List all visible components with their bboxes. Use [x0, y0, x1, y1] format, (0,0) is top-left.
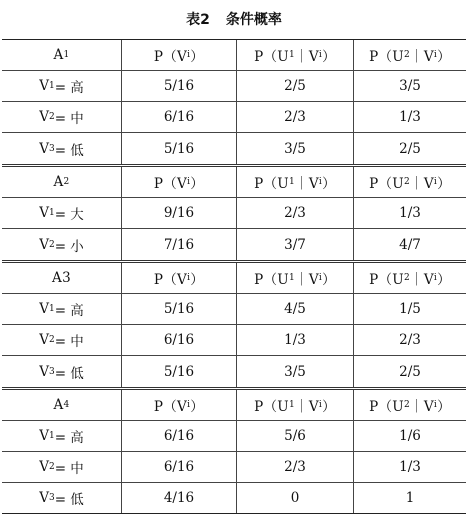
cell-text: A	[53, 397, 64, 413]
header-cell: A 1	[2, 40, 122, 70]
conditional-probability-table	[2, 39, 466, 514]
cell-text: V	[39, 363, 49, 380]
value-cell	[237, 198, 354, 228]
table-row	[2, 198, 466, 229]
header-cell: P（U 1 ｜V i ）	[237, 390, 354, 420]
value-cell	[354, 133, 466, 164]
cell-value: 3/5	[399, 78, 421, 94]
cell-value: 2/3	[284, 109, 306, 125]
header-row	[2, 167, 466, 198]
cell-text: = 高	[54, 303, 84, 319]
row-label-cell: V 3 = 低	[2, 356, 122, 387]
cell-value: 3/7	[284, 236, 306, 253]
cell-text: = 低	[54, 365, 84, 382]
value-cell	[354, 229, 466, 260]
cell-value: 2/3	[284, 205, 306, 221]
cell-text: P（U	[254, 176, 289, 192]
value-cell	[122, 452, 237, 482]
cell-text: = 高	[54, 430, 84, 446]
cell-text: V	[39, 490, 49, 506]
cell-value: 6/16	[163, 332, 195, 348]
cell-text: P（U	[369, 399, 404, 415]
value-cell	[122, 421, 237, 451]
value-cell	[122, 356, 237, 387]
cell-text: ）	[437, 49, 451, 65]
cell-text: P（U	[254, 399, 289, 415]
header-row	[2, 390, 466, 421]
cell-text: = 中	[54, 111, 84, 127]
caption-text: 条件概率	[225, 12, 282, 28]
cell-text: ）	[322, 49, 336, 65]
cell-text: ｜V	[410, 399, 434, 415]
cell-value: 5/16	[163, 140, 195, 157]
header-cell: P（U 2 ｜V i ）	[354, 263, 466, 293]
value-cell	[122, 229, 237, 260]
cell-value: 1/3	[399, 459, 421, 475]
cell-value: 5/16	[163, 78, 195, 94]
value-cell	[237, 356, 354, 387]
cell-text: ｜V	[295, 49, 319, 65]
cell-text: P（V	[153, 399, 188, 415]
table-row	[2, 356, 466, 390]
table-row	[2, 483, 466, 514]
table-row	[2, 71, 466, 102]
header-cell: P（U 1 ｜V i ）	[237, 167, 354, 197]
cell-text: V	[39, 236, 49, 253]
cell-value: 4/5	[284, 301, 306, 317]
value-cell	[354, 71, 466, 101]
cell-value: 4/7	[399, 236, 421, 253]
row-label-cell: V 2 = 中	[2, 452, 122, 482]
value-cell	[122, 102, 237, 132]
cell-text: ｜V	[295, 176, 319, 192]
cell-value: 6/16	[163, 459, 195, 475]
table-row	[2, 102, 466, 133]
header-row	[2, 40, 466, 71]
header-cell: A 4	[2, 390, 122, 420]
row-label-cell: V 2 = 中	[2, 102, 122, 132]
cell-text: ）	[190, 176, 205, 192]
cell-text: ｜V	[295, 399, 319, 415]
cell-value: 2/3	[284, 459, 306, 475]
cell-text: V	[39, 459, 49, 475]
caption-label: 表2	[186, 12, 210, 28]
cell-value: 1/6	[399, 428, 421, 444]
cell-value: 6/16	[163, 109, 195, 125]
cell-value: 2/5	[284, 78, 306, 94]
value-cell	[122, 71, 237, 101]
value-cell	[237, 229, 354, 260]
row-label-cell: V 3 = 低	[2, 133, 122, 164]
value-cell	[237, 71, 354, 101]
cell-text: ｜V	[295, 272, 319, 288]
cell-value: 3/5	[284, 140, 306, 157]
cell-text: V	[39, 332, 49, 348]
header-cell: P（U 1 ｜V i ）	[237, 263, 354, 293]
cell-text: V	[39, 140, 49, 157]
cell-value: 1/3	[399, 109, 421, 125]
row-label-cell: V 2 = 小	[2, 229, 122, 260]
header-cell: P（U 2 ｜V i ）	[354, 390, 466, 420]
cell-text: V	[39, 109, 49, 125]
cell-text: = 中	[54, 334, 84, 350]
header-cell: P（U 2 ｜V i ）	[354, 40, 466, 70]
cell-text: ｜V	[410, 49, 434, 65]
value-cell	[237, 452, 354, 482]
table-row	[2, 452, 466, 483]
value-cell	[237, 421, 354, 451]
value-cell	[122, 198, 237, 228]
cell-text: ）	[322, 272, 336, 288]
cell-value: 2/5	[399, 363, 421, 380]
cell-value: 5/16	[163, 363, 195, 380]
cell-text: = 低	[54, 492, 84, 508]
cell-text: V	[39, 428, 49, 444]
cell-value: 5/16	[163, 301, 195, 317]
table-caption	[0, 9, 468, 29]
value-cell	[122, 325, 237, 355]
header-cell: P（V i ）	[122, 263, 237, 293]
value-cell	[354, 102, 466, 132]
row-label-cell: V 1 = 大	[2, 198, 122, 228]
value-cell	[122, 483, 237, 513]
row-label-cell: V 1 = 高	[2, 71, 122, 101]
cell-value: 1/5	[399, 301, 421, 317]
header-cell: P（V i ）	[122, 40, 237, 70]
cell-value: 7/16	[163, 236, 195, 253]
cell-value: 1	[405, 490, 415, 506]
table-row	[2, 421, 466, 452]
cell-text: = 中	[54, 461, 84, 477]
cell-text: P（U	[369, 176, 404, 192]
cell-text: P（U	[254, 272, 289, 288]
row-label-cell: V 1 = 高	[2, 294, 122, 324]
header-cell: P（U 1 ｜V i ）	[237, 40, 354, 70]
cell-text: P（U	[254, 49, 289, 65]
cell-value: 1/3	[284, 332, 306, 348]
cell-text: P（V	[153, 49, 188, 65]
cell-value: 0	[290, 490, 300, 506]
value-cell	[354, 325, 466, 355]
row-label-cell: V 2 = 中	[2, 325, 122, 355]
cell-value: 4/16	[163, 490, 195, 506]
cell-value: 9/16	[163, 205, 195, 221]
value-cell	[354, 421, 466, 451]
cell-text: V	[39, 78, 49, 94]
value-cell	[237, 294, 354, 324]
cell-text: A	[53, 174, 64, 190]
cell-text: ）	[437, 176, 451, 192]
cell-text: ）	[322, 399, 336, 415]
cell-value: 2/3	[399, 332, 421, 348]
table-row	[2, 294, 466, 325]
value-cell	[237, 483, 354, 513]
header-cell: P（V i ）	[122, 390, 237, 420]
cell-value: 6/16	[163, 428, 195, 444]
value-cell	[354, 198, 466, 228]
cell-text: P（U	[369, 272, 404, 288]
value-cell	[237, 102, 354, 132]
cell-text: = 小	[54, 238, 84, 255]
cell-text: A3	[52, 270, 71, 286]
value-cell	[122, 294, 237, 324]
table-row	[2, 229, 466, 263]
cell-text: ）	[437, 399, 451, 415]
cell-text: = 低	[54, 142, 84, 159]
cell-text: P（V	[153, 272, 188, 288]
value-cell	[122, 133, 237, 164]
cell-text: ｜V	[410, 176, 434, 192]
header-cell: P（V i ）	[122, 167, 237, 197]
value-cell	[354, 452, 466, 482]
row-label-cell: V 3 = 低	[2, 483, 122, 513]
cell-text: V	[39, 301, 49, 317]
cell-text: A	[53, 47, 64, 63]
value-cell	[354, 356, 466, 387]
header-cell: P（U 2 ｜V i ）	[354, 167, 466, 197]
cell-value: 2/5	[399, 140, 421, 157]
value-cell	[237, 325, 354, 355]
table-row	[2, 325, 466, 356]
header-cell: A 2	[2, 167, 122, 197]
cell-text: ）	[322, 176, 336, 192]
table-row	[2, 133, 466, 167]
cell-value: 5/6	[284, 428, 306, 444]
cell-text: P（U	[369, 49, 404, 65]
value-cell	[354, 294, 466, 324]
row-label-cell: V 1 = 高	[2, 421, 122, 451]
cell-text: ）	[190, 399, 205, 415]
value-cell	[354, 483, 466, 513]
cell-text: ）	[437, 272, 451, 288]
cell-value: 1/3	[399, 205, 421, 221]
header-row	[2, 263, 466, 294]
cell-value: 3/5	[284, 363, 306, 380]
value-cell	[237, 133, 354, 164]
cell-text: V	[39, 205, 49, 221]
cell-text: ｜V	[410, 272, 434, 288]
cell-text: ）	[190, 272, 205, 288]
header-cell	[2, 263, 122, 293]
cell-text: = 高	[54, 80, 84, 96]
cell-text: = 大	[54, 207, 84, 223]
cell-text: ）	[190, 49, 205, 65]
cell-text: P（V	[153, 176, 188, 192]
